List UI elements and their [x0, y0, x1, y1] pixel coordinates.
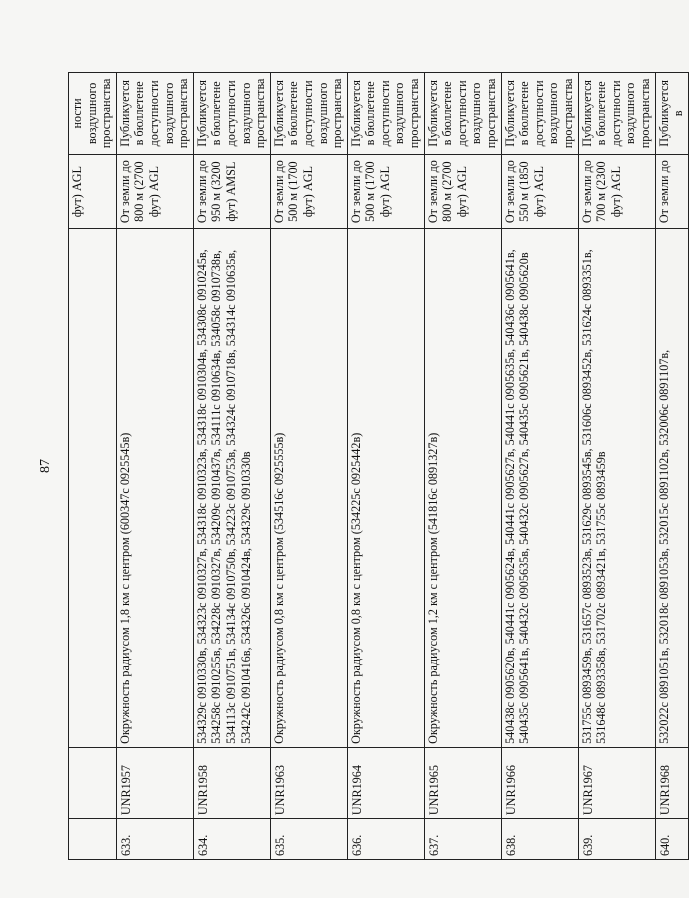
zone-code: UNR1965 — [424, 747, 501, 818]
airspace-table — [68, 72, 689, 860]
zone-description: Окружность радиусом 1,8 км с центром (600347с 0925545в) — [116, 229, 193, 747]
table-row — [424, 73, 501, 860]
rotated-page-content — [38, 72, 686, 860]
zone-note: Публикуется в бюллетене доступности воздушного пространства — [501, 73, 578, 155]
table-row — [347, 73, 424, 860]
zone-note: Публикуется в бюллетене доступности воздушного пространства — [424, 73, 501, 155]
zone-description: Окружность радиусом 0,8 км с центром (534225с 0925442в) — [347, 229, 424, 747]
zone-note: Публикуется в бюллетене доступности воздушного пространства — [347, 73, 424, 155]
row-number: 637. — [424, 819, 501, 860]
zone-code: UNR1968 — [655, 747, 688, 818]
zone-code: UNR1963 — [270, 747, 347, 818]
zone-code: UNR1957 — [116, 747, 193, 818]
zone-description: Окружность радиусом 1,2 км с центром (541816с 0891327в) — [424, 229, 501, 747]
table-row — [270, 73, 347, 860]
zone-code: UNR1967 — [578, 747, 655, 818]
continuation-row — [69, 73, 117, 860]
zone-note: Публикуется в — [655, 73, 688, 155]
table-cell-altitude: фут) AGL — [69, 154, 117, 229]
table-row — [116, 73, 193, 860]
zone-note: Публикуется в бюллетене доступности воздушного пространства — [578, 73, 655, 155]
row-number: 640. — [655, 819, 688, 860]
zone-note: Публикуется в бюллетене доступности воздушного пространства — [270, 73, 347, 155]
table-row — [501, 73, 578, 860]
zone-description: 540438с 0905620в, 540441с 0905624в, 540441с 0905627в, 540441с 0905635в, 540436с 0905641в, 540435с 0905641в, 540432с 0905635в, 540432с 0905627в, 540435с 0905621в, 540438с 0905620в — [501, 229, 578, 747]
zone-code: UNR1958 — [193, 747, 270, 818]
table-cell-note: ности воздушного пространства — [69, 73, 117, 155]
zone-description: 531755с 0893459в, 531657с 0893523в, 531629с 0893545в, 531606с 0893452в, 531624с 0893351в, 531648с 0893358в, 531702с 0893421в, 531755с 0893459в — [578, 229, 655, 747]
zone-altitude: От земли до 800 м (2700 фут) AGL — [116, 154, 193, 229]
row-number: 633. — [116, 819, 193, 860]
zone-code: UNR1964 — [347, 747, 424, 818]
page-number: 87 — [38, 459, 53, 473]
zone-description: 534329с 0910330в, 534323с 0910327в, 534318с 0910323в, 534318с 0910304в, 534308с 0910245в, 534258с 0910255в, 534228с 0910327в, 534209с 0910437в, 534111с 0910634в, 534058с 0910738в, 534113с 0910751в, 534134с 0910750в, 534223с 0910753в, 534324с 0910718в, 534314с 0910635в, 534242с 0910416в, 534326с 0910424в, 534329с 0910330в — [193, 229, 270, 747]
zone-altitude: От земли до 800 м (2700 фут) AGL — [424, 154, 501, 229]
row-number: 635. — [270, 819, 347, 860]
zone-altitude: От земли до 700 м (2300 фут) AGL — [578, 154, 655, 229]
zone-altitude: От земли до 500 м (1700 фут) AGL — [270, 154, 347, 229]
row-number: 638. — [501, 819, 578, 860]
table-cell-number — [69, 819, 117, 860]
table-row — [578, 73, 655, 860]
zone-altitude: От земли до 500 м (1700 фут) AGL — [347, 154, 424, 229]
row-number: 634. — [193, 819, 270, 860]
zone-code: UNR1966 — [501, 747, 578, 818]
table-row — [193, 73, 270, 860]
table-cell-code — [69, 747, 117, 818]
row-number: 636. — [347, 819, 424, 860]
zone-note: Публикуется в бюллетене доступности воздушного пространства — [116, 73, 193, 155]
zone-altitude: От земли до 550 м (1850 фут) AGL — [501, 154, 578, 229]
zone-altitude: От земли до 950 м (3200 фут) AMSL — [193, 154, 270, 229]
zone-description: 532022с 0891051в, 532018с 0891053в, 532015с 0891102в, 532006с 0891107в, — [655, 229, 688, 747]
zone-altitude: От земли до — [655, 154, 688, 229]
table-row — [655, 73, 688, 860]
zone-description: Окружность радиусом 0,8 км с центром (534516с 0925555в) — [270, 229, 347, 747]
table-cell-description — [69, 229, 117, 747]
row-number: 639. — [578, 819, 655, 860]
zone-note: Публикуется в бюллетене доступности воздушного пространства — [193, 73, 270, 155]
